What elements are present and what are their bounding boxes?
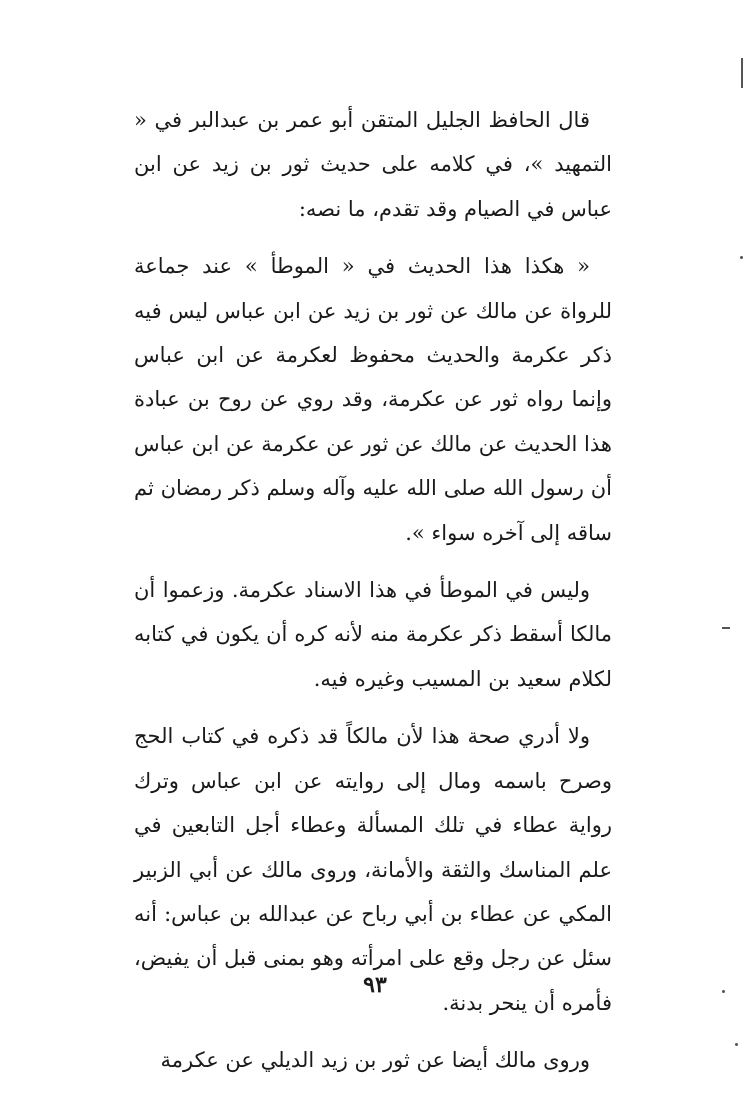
scan-edge-mark — [741, 58, 743, 88]
scan-edge-mark — [722, 990, 725, 993]
scan-edge-mark — [722, 627, 730, 629]
paragraph-intro: قال الحافظ الجليل المتقن أبو عمر بن عبدالبر في « التمهيد »، في كلامه على حديث ثور بن زيد عن ابن عباس في الصيام وقد تقدم، ما نصه: — [134, 108, 612, 221]
paragraph-quote: « هكذا هذا الحديث في « الموطأ » عند جماعة للرواة عن مالك عن ثور بن زيد عن ابن عباس ليس فيه ذكر عكرمة والحديث محفوظ لعكرمة عن ابن عباس وإنما رواه ثور عن عكرمة، وقد روي عن روح بن عبادة هذا الحديث عن مالك عن ثور عن عكرمة عن ابن عباس أن رسول الله صلى الله عليه وآله وسلم ذكر رمضان ثم ساقه إلى آخره سواء ». — [134, 254, 612, 545]
paragraph-continuation: وروى مالك أيضا عن ثور بن زيد الديلي عن عكرمة — [160, 1048, 590, 1073]
paragraph-isnad: وليس في الموطأ في هذا الاسناد عكرمة. وزعموا أن مالكا أسقط ذكر عكرمة منه لأنه كره أن يكون في كتابه لكلام سعيد بن المسيب وغيره فيه. — [134, 578, 612, 691]
page-number: ٩٣ — [363, 972, 387, 998]
scan-edge-mark — [735, 1043, 738, 1046]
body-text — [134, 98, 612, 1083]
paragraph-discussion: ولا أدري صحة هذا لأن مالكاً قد ذكره في كتاب الحج وصرح باسمه ومال إلى روايته عن ابن عباس وترك رواية عطاء في تلك المسألة وعطاء أجل التابعين في علم المناسك والثقة والأمانة، وروى مالك عن أبي الزبير المكي عن عطاء بن أبي رباح عن عبدالله بن عباس: أنه سئل عن رجل وقع على امرأته وهو بمنى قبل أن يفيض، فأمره أن ينحر بدنة. — [134, 724, 612, 1015]
scan-edge-mark — [740, 256, 743, 259]
